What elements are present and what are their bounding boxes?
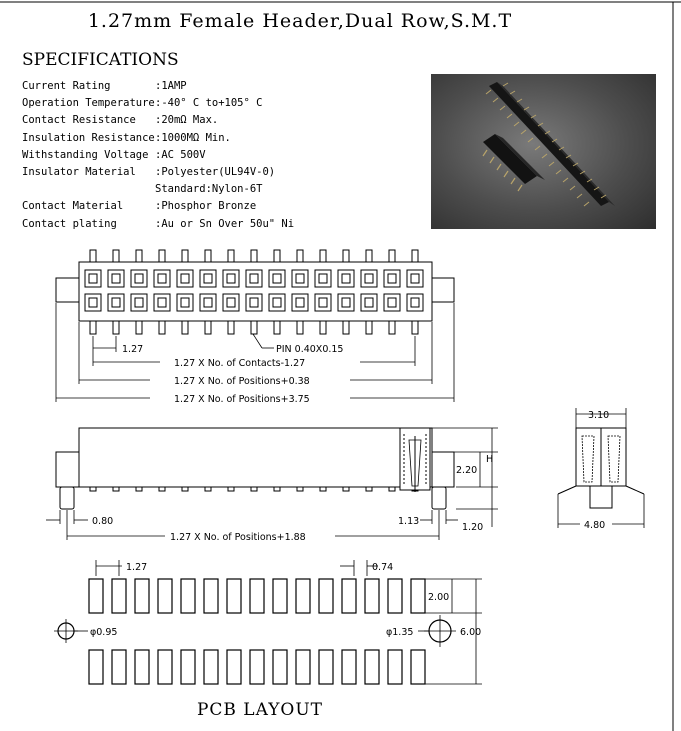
- end-view-feet: [558, 486, 644, 494]
- spec-value: :AC 500V: [155, 148, 206, 161]
- top-view-upper-pins: [90, 250, 418, 262]
- bottom-pin: [366, 321, 372, 334]
- top-view: [56, 250, 454, 334]
- side-view: [56, 428, 454, 509]
- smt-foot: [297, 487, 303, 491]
- bottom-pin: [90, 321, 96, 334]
- pcb-pad: [250, 650, 264, 684]
- pcb-074-label: 0.74: [372, 562, 394, 573]
- top-pin: [274, 250, 280, 262]
- bottom-pin: [389, 321, 395, 334]
- top-pin: [182, 250, 188, 262]
- positions-375-label: 1.27 X No. of Positions+3.75: [174, 394, 310, 405]
- spec-label: Contact Material: [22, 200, 124, 213]
- pcb-pad: [204, 650, 218, 684]
- smt-foot: [251, 487, 257, 491]
- pcb-pad: [227, 650, 241, 684]
- side-view-left-post: [60, 487, 74, 509]
- end-310-label: 3.10: [588, 410, 610, 421]
- end-480-label: 4.80: [584, 520, 606, 531]
- smt-foot: [113, 487, 119, 491]
- smt-foot: [343, 487, 349, 491]
- pcb-pad: [135, 579, 149, 613]
- smt-foot: [136, 487, 142, 491]
- top-pin: [366, 250, 372, 262]
- pcb-pad: [342, 579, 356, 613]
- bottom-pin: [297, 321, 303, 334]
- top-pin: [136, 250, 142, 262]
- pcb-pad: [158, 650, 172, 684]
- pcb-pad: [250, 579, 264, 613]
- smt-foot: [389, 487, 395, 491]
- side-view-left-flange: [56, 452, 79, 487]
- side-view-section-detail: [400, 428, 430, 492]
- side-view-smt-feet: [90, 487, 418, 491]
- spec-value: :-40° C to+105° C: [155, 97, 263, 110]
- spec-value: Standard:Nylon-6T: [155, 183, 263, 196]
- pcb-pad: [112, 579, 126, 613]
- top-pin: [251, 250, 257, 262]
- bottom-pin: [274, 321, 280, 334]
- spec-value: :1000MΩ Min.: [155, 131, 231, 144]
- page-title: 1.27mm Female Header,Dual Row,S.M.T: [87, 10, 513, 32]
- spec-label: Operation Temperature: [22, 97, 155, 110]
- bottom-pin: [113, 321, 119, 334]
- spec-value: :1AMP: [155, 80, 187, 92]
- spec-value: :Phosphor Bronze: [155, 200, 257, 213]
- smt-foot: [205, 487, 211, 491]
- spec-value: :Au or Sn Over 50u" Ni: [155, 217, 295, 230]
- smt-foot: [182, 487, 188, 491]
- smt-foot: [159, 487, 165, 491]
- pitch-label: 1.27: [122, 344, 144, 355]
- pcb-pad: [365, 579, 379, 613]
- pcb-pad: [342, 650, 356, 684]
- top-pin: [412, 250, 418, 262]
- bottom-pin: [343, 321, 349, 334]
- pcb-pad: [89, 650, 103, 684]
- bottom-pin: [228, 321, 234, 334]
- spec-label: Withstanding Voltage: [22, 148, 149, 161]
- pcb-pad: [411, 650, 425, 684]
- smt-foot: [320, 487, 326, 491]
- spec-label: Current Rating: [22, 80, 111, 92]
- side-view-body: [79, 428, 432, 487]
- pcb-127-label: 1.27: [126, 562, 148, 573]
- spec-label: Insulator Material: [22, 165, 136, 178]
- contacts-formula-label: 1.27 X No. of Contacts-1.27: [174, 358, 306, 369]
- pcb-pad: [411, 579, 425, 613]
- top-pin: [320, 250, 326, 262]
- pcb-layout-title: PCB LAYOUT: [196, 700, 324, 720]
- side-120-label: 1.20: [462, 522, 484, 533]
- bottom-pin: [320, 321, 326, 334]
- pcb-095-label: φ0.95: [90, 627, 118, 638]
- side-113-label: 1.13: [398, 516, 420, 527]
- pin-leader-line: [253, 334, 262, 348]
- pcb-200-label: 2.00: [428, 592, 450, 603]
- end-view: [558, 428, 644, 508]
- pcb-pad: [388, 579, 402, 613]
- pcb-pad: [135, 650, 149, 684]
- pcb-top-pads: [89, 579, 425, 613]
- pcb-pad: [273, 650, 287, 684]
- side-220-label: 2.20: [456, 465, 478, 476]
- pin-size-label: PIN 0.40X0.15: [276, 344, 344, 355]
- pcb-135-label: φ1.35: [386, 627, 414, 638]
- top-view-lower-pins: [90, 321, 418, 334]
- pcb-pad: [181, 650, 195, 684]
- smt-foot: [90, 487, 96, 491]
- spec-label: Contact plating: [22, 217, 117, 230]
- bottom-pin: [182, 321, 188, 334]
- smt-foot: [366, 487, 372, 491]
- smt-foot: [274, 487, 280, 491]
- pcb-pad: [319, 579, 333, 613]
- bottom-pin: [205, 321, 211, 334]
- spec-value: :Polyester(UL94V-0): [155, 165, 276, 178]
- side-080-label: 0.80: [92, 516, 114, 527]
- specifications-heading: SPECIFICATIONS: [22, 50, 179, 70]
- pcb-bottom-pads: [89, 650, 425, 684]
- side-positions-188-label: 1.27 X No. of Positions+1.88: [170, 532, 306, 543]
- top-pin: [159, 250, 165, 262]
- bottom-pin: [412, 321, 418, 334]
- pcb-pad: [181, 579, 195, 613]
- bottom-pin: [251, 321, 257, 334]
- top-pin: [297, 250, 303, 262]
- positions-038-label: 1.27 X No. of Positions+0.38: [174, 376, 310, 387]
- top-pin: [228, 250, 234, 262]
- spec-label: Insulation Resistance: [22, 131, 155, 144]
- top-view-body: [79, 262, 432, 321]
- pcb-pad: [158, 579, 172, 613]
- top-pin: [113, 250, 119, 262]
- smt-foot: [228, 487, 234, 491]
- bottom-pin: [159, 321, 165, 334]
- top-pin: [90, 250, 96, 262]
- pcb-600-label: 6.00: [460, 627, 482, 638]
- side-view-right-flange: [432, 452, 454, 487]
- pcb-pad: [204, 579, 218, 613]
- side-view-right-post: [432, 487, 446, 509]
- pcb-pad: [365, 650, 379, 684]
- spec-value: :20mΩ Max.: [155, 114, 219, 127]
- end-view-post: [590, 486, 612, 508]
- top-pin: [343, 250, 349, 262]
- top-pin: [205, 250, 211, 262]
- pcb-pad: [112, 650, 126, 684]
- pcb-pad: [227, 579, 241, 613]
- pcb-pad: [296, 650, 310, 684]
- pcb-pad: [388, 650, 402, 684]
- spec-label: Contact Resistance: [22, 114, 136, 127]
- top-pin: [389, 250, 395, 262]
- pcb-pad: [296, 579, 310, 613]
- pcb-pad: [273, 579, 287, 613]
- pcb-pad: [319, 650, 333, 684]
- pcb-pad: [89, 579, 103, 613]
- side-h-label: H: [486, 454, 494, 465]
- bottom-pin: [136, 321, 142, 334]
